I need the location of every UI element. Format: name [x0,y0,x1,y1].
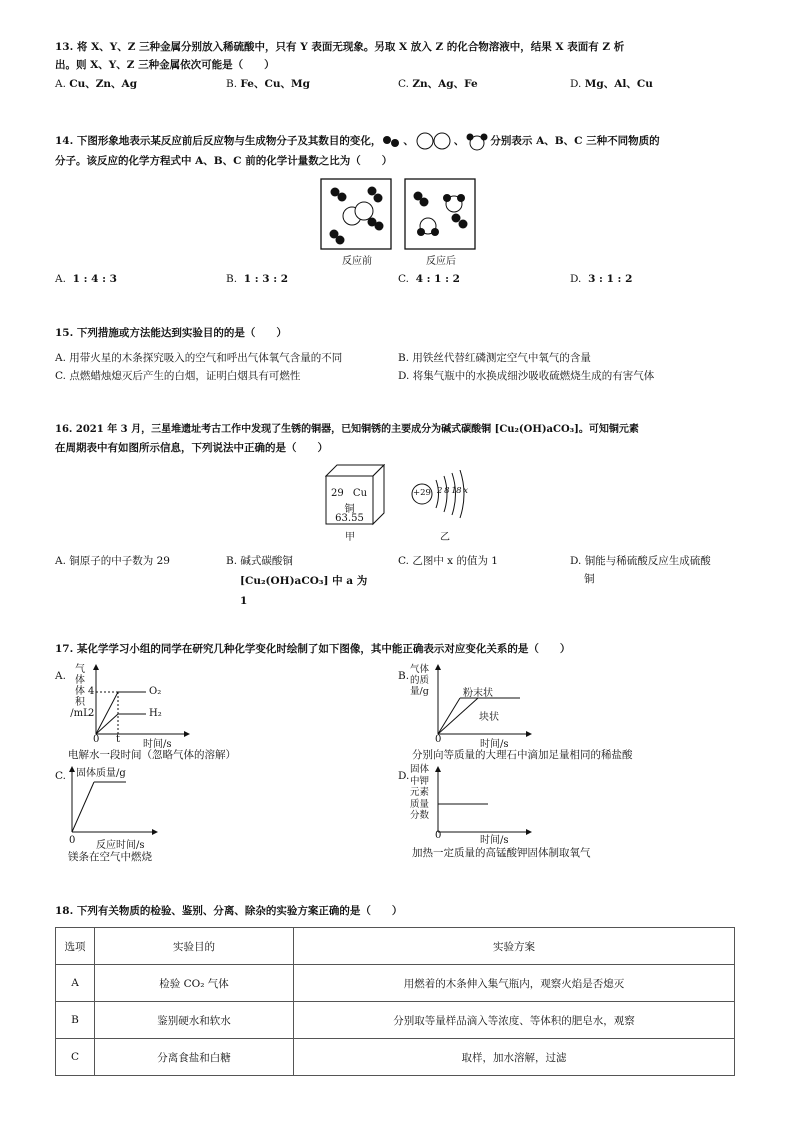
chart-a-plot [88,662,198,744]
q16-stem-line1: 16. 2021 年 3 月，三星堆遗址考古工作中发现了生锈的铜器，已知铜锈的主要成分为碱式碳酸铜 [Cu₂(OH)aCO₃]。可知铜元素 [55,424,639,435]
chart-a-ytick-4: 4 [88,686,95,697]
after-label: 反应后 [426,256,456,267]
chart-a-origin: 0 [93,734,100,745]
before-label: 反应前 [342,256,372,267]
powder-rise [438,698,460,734]
header-option: 选项 [56,928,95,965]
chart-b-powder-label: 粉末状 [463,688,493,699]
h2-rise [96,714,118,734]
molecule-a-icon [381,134,403,148]
jia-label: 甲 [345,532,355,543]
q15-option-b[interactable]: B. 用铁丝代替红磷测定空气中氧气的含量 [398,352,591,364]
header-scheme: 实验方案 [294,928,735,965]
after-box [405,179,475,249]
yi-label: 乙 [440,532,450,543]
chart-c-caption: 镁条在空气中燃烧 [68,851,152,863]
table-row[interactable] [56,965,735,1002]
chart-d-caption: 加热一定质量的高锰酸钾固体制取氧气 [412,847,591,859]
row-purpose: 检验 CO₂ 气体 [95,965,294,1002]
q16-option-a[interactable]: A. 铜原子的中子数为 29 [55,555,170,567]
chart-a-t: t [116,734,121,745]
chart-b-xlabel: 时间/s [480,739,509,750]
element-mass: 63.55 [335,513,364,524]
q13-option-b[interactable]: B. Fe、Cu、Mg [226,78,310,90]
q14-option-a[interactable]: A. 1 : 4 : 3 [55,273,117,285]
chart-b-ylabel: 气体 的质 量/g [410,664,430,697]
chart-c-letter: C. [55,770,66,782]
q16-stem-line2: 在周期表中有如图所示信息，下列说法中正确的是（ ） [55,442,328,454]
q18-stem: 18. 下列有关物质的检验、鉴别、分离、除杂的实验方案正确的是（ ） [55,905,403,917]
header-purpose: 实验目的 [95,928,294,965]
molecule-c-icon [464,131,490,151]
q13-option-d[interactable]: D. Mg、Al、Cu [570,78,653,90]
row-option: C [56,1039,95,1076]
row-scheme: 用燃着的木条伸入集气瓶内，观察火焰是否熄灭 [294,965,735,1002]
q14-option-b[interactable]: B. 1 : 3 : 2 [226,273,289,285]
q15-stem: 15. 下列措施或方法能达到实验目的的是（ ） [55,327,287,339]
q15-option-d[interactable]: D. 将集气瓶中的水换成细沙吸收硫燃烧生成的有害气体 [398,370,655,382]
q17-stem: 17. 某化学学习小组的同学在研究几种化学变化时绘制了如下图像，其中能正确表示对应变化关系的是（ ） [55,643,571,655]
atom-nucleus: +29 [413,488,431,498]
chart-d-xlabel: 时间/s [480,835,509,846]
reaction-diagram [320,178,480,252]
row-option: B [56,1002,95,1039]
chart-a-xlabel: 时间/s [143,739,172,750]
chart-c-origin: 0 [69,835,76,846]
o2-rise [96,692,118,734]
table-row[interactable] [56,1039,735,1076]
chart-c-xlabel: 反应时间/s [96,840,145,851]
q18-table [55,927,735,1076]
chart-a-caption: 电解水一段时间（忽略气体的溶解） [68,749,236,761]
row-purpose: 鉴别硬水和软水 [95,1002,294,1039]
molecule-b-icon [414,132,454,150]
table-row[interactable] [56,1002,735,1039]
chart-b-caption: 分别向等质量的大理石中滴加足量相同的稀盐酸 [412,749,633,761]
chart-d-ylabel: 固体 中钾 元素 质量 分数 [410,764,430,821]
chart-d-origin: 0 [435,830,442,841]
chart-b-letter: B. [398,670,410,682]
q13-stem-line1: 13. 将 X、Y、Z 三种金属分别放入稀硫酸中，只有 Y 表面无现象。另取 X 放入 Z 的化合物溶液中，结果 X 表面有 Z 析 [55,41,625,53]
q15-option-a[interactable]: A. 用带火星的木条探究吸入的空气和呼出气体氧气含量的不同 [55,352,343,364]
block-rise [438,698,478,734]
q16-option-d[interactable]: D. 铜能与稀硫酸反应生成硫酸 铜 [570,555,711,585]
element-number-symbol: 29 Cu [331,488,368,499]
chart-a-ylabel: 气 体 体 积 /mL [70,664,90,719]
chart-b-origin: 0 [435,734,442,745]
chart-a-letter: A. [55,670,66,682]
chart-d-letter: D. [398,770,410,782]
q13-option-c[interactable]: C. Zn、Ag、Fe [398,78,478,90]
chart-c-ylabel: 固体质量/g [76,768,126,779]
atom-shells: 2 8 18 x [437,486,468,496]
row-option: A [56,965,95,1002]
row-purpose: 分离食盐和白糖 [95,1039,294,1076]
q14-option-c[interactable]: C. 4 : 1 : 2 [398,273,460,285]
q16-option-b[interactable]: B. 碱式碳酸铜 [Cu₂(OH)aCO₃] 中 a 为 1 [226,555,368,607]
element-name: 铜 [344,504,355,515]
chart-a-h2-label: H₂ [149,708,162,719]
row-scheme: 分别取等量样品滴入等浓度、等体积的肥皂水，观察 [294,1002,735,1039]
chart-c-plot [64,764,164,840]
mass-rise [72,782,94,832]
chart-d-plot [430,764,540,840]
q13-stem-line2: 出。则 X、Y、Z 三种金属依次可能是（ ） [55,59,275,71]
q15-option-c[interactable]: C. 点燃蜡烛熄灭后产生的白烟，证明白烟具有可燃性 [55,370,301,382]
chart-b-plot [430,662,540,744]
chart-b-block-label: 块状 [479,712,499,723]
row-scheme: 取样，加水溶解，过滤 [294,1039,735,1076]
before-box [321,179,391,249]
q14-stem-line1: 14. 下图形象地表示某反应前后反应物与生成物分子及其数目的变化， 、 、 分别表示 A、B、C 三种不同物质的 [55,131,775,151]
q14-option-d[interactable]: D. 3 : 1 : 2 [570,273,633,285]
q16-option-c[interactable]: C. 乙图中 x 的值为 1 [398,555,498,567]
q13-option-a[interactable]: A. Cu、Zn、Ag [55,78,138,90]
chart-a-ytick-2: 2 [88,708,95,719]
chart-a-o2-label: O₂ [149,686,162,697]
q14-stem-line2: 分子。该反应的化学方程式中 A、B、C 前的化学计量数之比为（ ） [55,155,393,167]
table-header-row [56,928,735,965]
